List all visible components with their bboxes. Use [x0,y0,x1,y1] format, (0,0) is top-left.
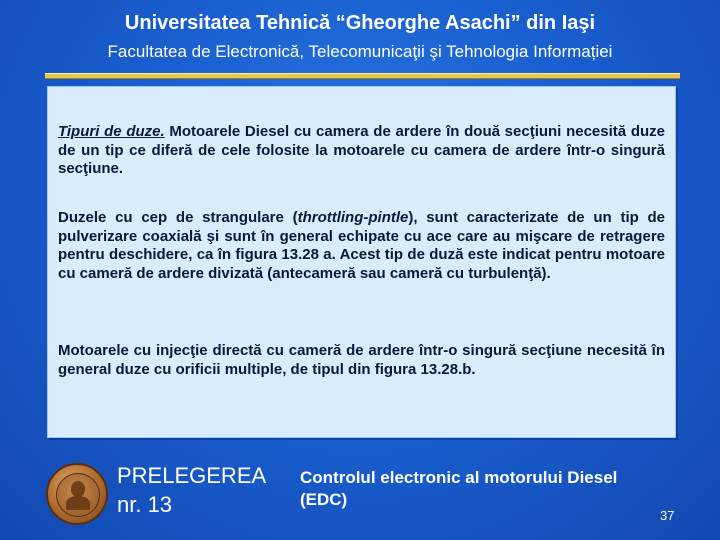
title-divider [45,73,680,79]
paragraph-text: ), sunt caracterizate de un tip de pulverizare coaxială şi sunt în general echipate cu ace care au mişcare de retragere pentru deschidere, ca în figura 13.28 a. Acest tip de duză este indicat pentru motoare cu cameră de ardere divizată (antecameră sau cameră cu turbulenţă). [58,209,666,282]
medal-portrait-bust [66,496,90,510]
paragraph-nozzle-types [58,123,665,179]
lecture-label: PRELEGEREA nr. 13 [117,463,267,517]
university-title: Universitatea Tehnică “Gheorghe Asachi” din Iaşi [124,12,596,34]
paragraph-throttling-pintle [58,209,665,283]
section-heading: Tipuri de duze. [58,123,165,140]
content-box [47,86,676,438]
faculty-subtitle: Facultatea de Electronică, Telecomunicaţii şi Tehnologia Informației [107,42,613,61]
course-title: Controlul electronic al motorului Diesel (EDC) [300,468,618,509]
term-italic: throttling-pintle [297,209,409,226]
paragraph-direct-injection: Motoarele cu injecţie directă cu cameră de ardere într-o singură secţiune necesită în general duze cu orificii multiple, de tipul din figura 13.28.b. [58,342,665,378]
medal-inner-ring [56,473,100,517]
paragraph-text: Motoarele Diesel cu camera de ardere în două secţiuni necesită duze de un tip ce diferă de cele folosite la motoarele cu camera de ardere într-o singură secţiune. [58,123,665,177]
page-number: 37 [660,508,675,523]
paragraph-text: Duzele cu cep de strangulare ( [58,209,298,226]
medal-portrait-head [71,481,85,497]
university-medal-icon [46,463,108,525]
